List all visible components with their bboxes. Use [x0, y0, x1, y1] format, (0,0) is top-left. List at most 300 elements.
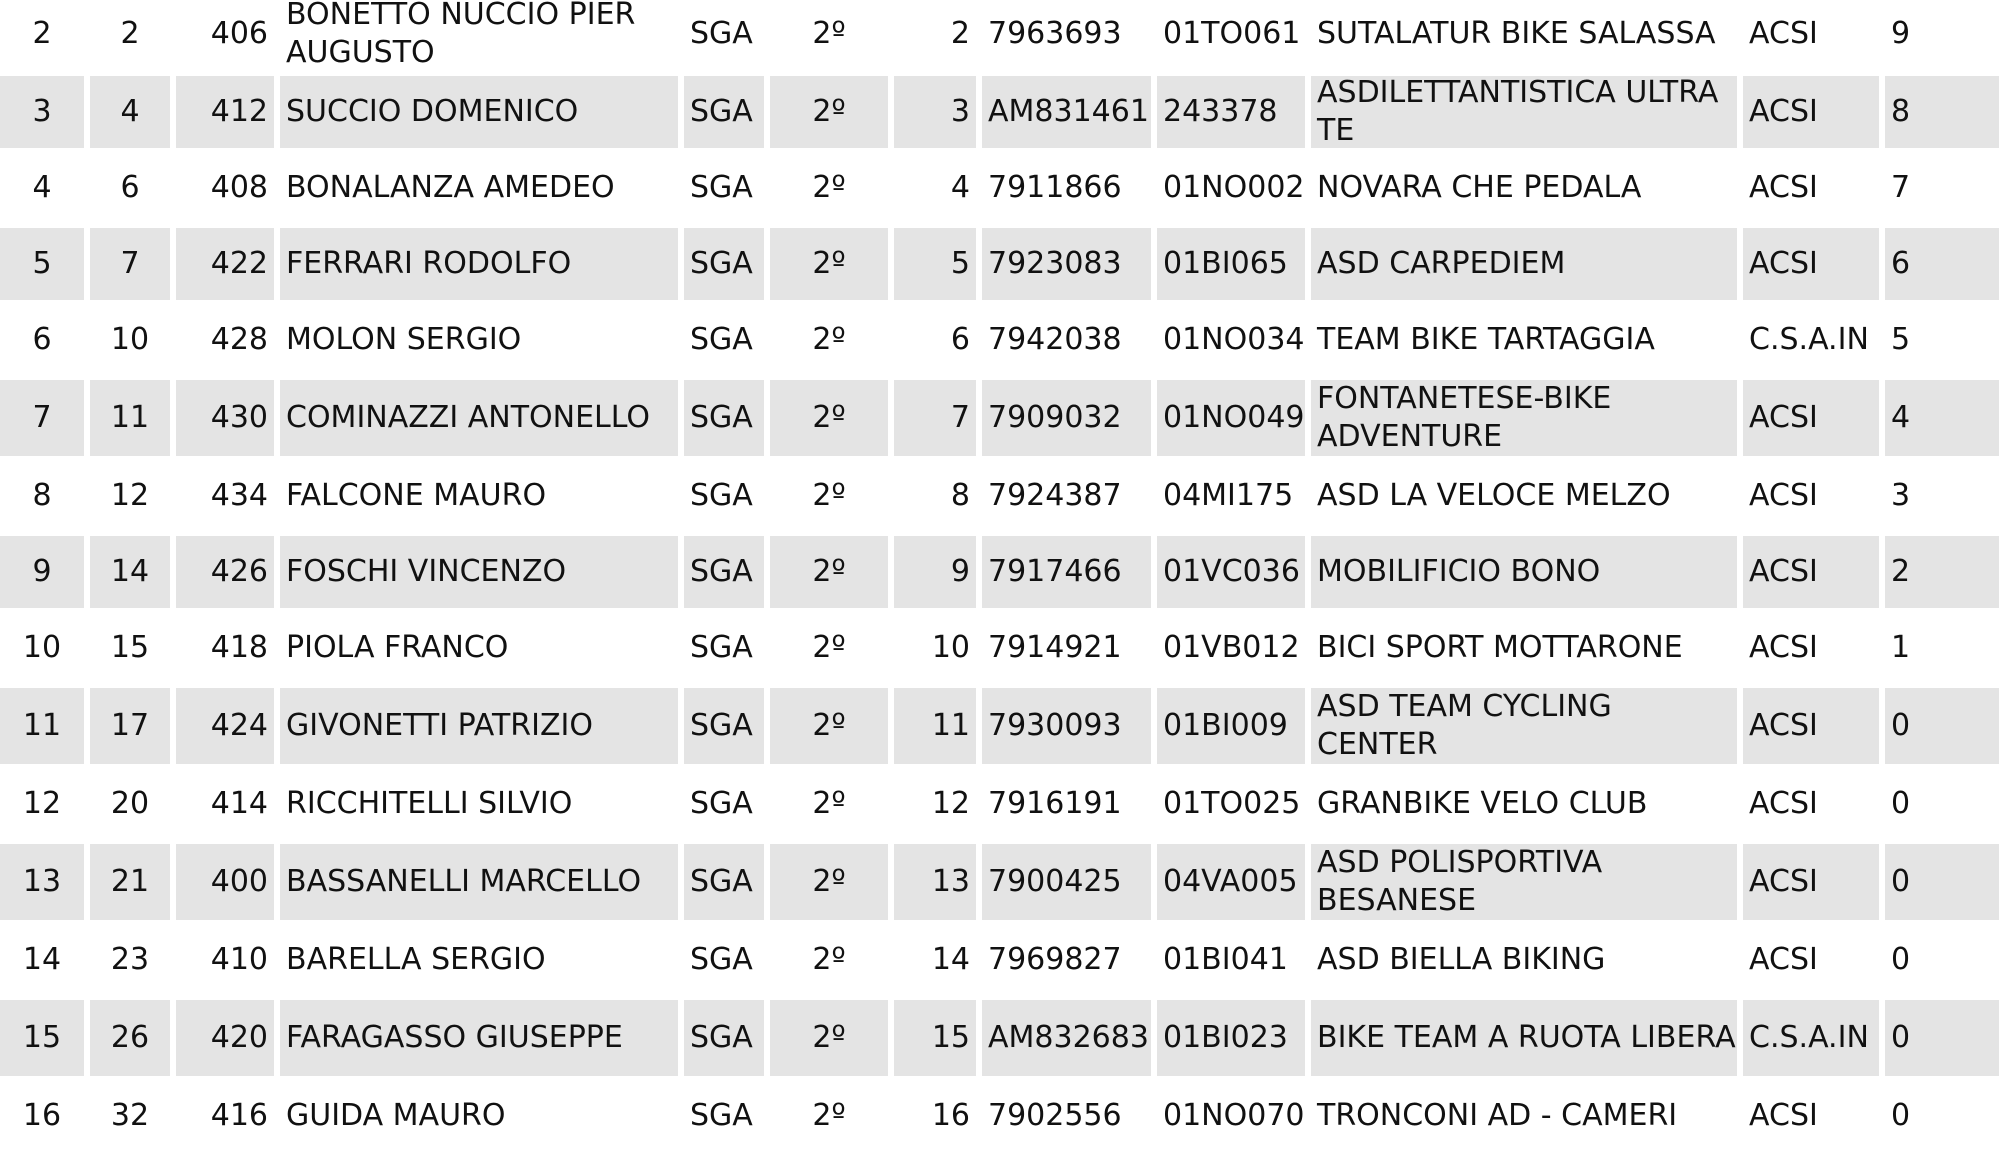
degree-text: 2º — [812, 246, 846, 281]
card-number-cell — [982, 380, 1151, 456]
overall-order-cell — [90, 612, 170, 684]
category-text: SGA — [690, 170, 753, 205]
position-cell — [0, 536, 84, 608]
card-number-cell — [982, 228, 1151, 300]
athlete-name-cell — [280, 768, 678, 840]
points-text: 1 — [1891, 630, 1911, 665]
overall-order-text: 2 — [120, 16, 140, 51]
entity-cell — [1743, 228, 1879, 300]
points-cell — [1885, 768, 1999, 840]
overall-order-text: 32 — [110, 1098, 150, 1133]
table-row — [0, 226, 1999, 302]
degree-cell — [770, 380, 888, 456]
position-cell — [0, 688, 84, 764]
category-cell — [684, 688, 764, 764]
degree-text: 2º — [812, 554, 846, 589]
position-cell — [0, 844, 84, 920]
position-cell — [0, 460, 84, 532]
athlete-name-cell — [280, 1080, 678, 1152]
table-row — [0, 998, 1999, 1078]
athlete-name-cell — [280, 380, 678, 456]
category-position-text: 2 — [950, 16, 970, 51]
category-cell — [684, 1000, 764, 1076]
overall-order-cell — [90, 1000, 170, 1076]
category-position-cell — [894, 536, 976, 608]
points-cell — [1885, 1080, 1999, 1152]
card-number-cell — [982, 152, 1151, 224]
category-position-text: 10 — [931, 630, 970, 665]
team-code-text: 01BI009 — [1163, 708, 1288, 743]
athlete-name-cell — [280, 688, 678, 764]
team-code-text: 01VC036 — [1163, 554, 1300, 589]
points-text: 9 — [1891, 16, 1911, 51]
category-text: SGA — [690, 246, 753, 281]
category-position-cell — [894, 768, 976, 840]
bib-number-text: 406 — [210, 16, 268, 51]
team-name-text: ASD POLISPORTIVA BESANESE — [1317, 845, 1603, 918]
category-position-text: 12 — [931, 786, 970, 821]
category-cell — [684, 536, 764, 608]
bib-number-cell — [176, 76, 274, 148]
position-text: 10 — [22, 630, 62, 665]
athlete-name-text: BASSANELLI MARCELLO — [286, 864, 642, 899]
team-name-cell — [1311, 76, 1737, 148]
entity-cell — [1743, 1000, 1879, 1076]
degree-text: 2º — [812, 1098, 846, 1133]
degree-cell — [770, 152, 888, 224]
overall-order-text: 15 — [110, 630, 150, 665]
category-text: SGA — [690, 864, 753, 899]
category-text: SGA — [690, 400, 753, 435]
bib-number-cell — [176, 304, 274, 376]
category-cell — [684, 228, 764, 300]
bib-number-text: 414 — [210, 786, 268, 821]
card-number-cell — [982, 76, 1151, 148]
position-cell — [0, 924, 84, 996]
card-number-text: 7914921 — [988, 630, 1122, 665]
overall-order-cell — [90, 304, 170, 376]
athlete-name-cell — [280, 536, 678, 608]
card-number-cell — [982, 1080, 1151, 1152]
category-position-cell — [894, 152, 976, 224]
category-text: SGA — [690, 554, 753, 589]
overall-order-cell — [90, 460, 170, 532]
card-number-text: 7909032 — [988, 400, 1122, 435]
team-code-cell — [1157, 612, 1305, 684]
degree-text: 2º — [812, 708, 846, 743]
points-cell — [1885, 76, 1999, 148]
points-cell — [1885, 380, 1999, 456]
entity-text: C.S.A.IN — [1749, 1020, 1869, 1055]
card-number-cell — [982, 844, 1151, 920]
category-text: SGA — [690, 478, 753, 513]
bib-number-cell — [176, 0, 274, 72]
athlete-name-text: FOSCHI VINCENZO — [286, 554, 567, 589]
team-code-cell — [1157, 76, 1305, 148]
bib-number-cell — [176, 460, 274, 532]
bib-number-cell — [176, 768, 274, 840]
table-row — [0, 0, 1999, 74]
bib-number-text: 408 — [210, 170, 268, 205]
athlete-name-cell — [280, 1000, 678, 1076]
category-position-cell — [894, 612, 976, 684]
degree-text: 2º — [812, 16, 846, 51]
degree-cell — [770, 1000, 888, 1076]
team-name-text: TEAM BIKE TARTAGGIA — [1317, 322, 1655, 357]
card-number-text: 7942038 — [988, 322, 1122, 357]
overall-order-cell — [90, 768, 170, 840]
team-name-text: BICI SPORT MOTTARONE — [1317, 630, 1683, 665]
entity-cell — [1743, 460, 1879, 532]
bib-number-text: 412 — [210, 94, 268, 129]
position-text: 3 — [32, 94, 52, 129]
category-position-text: 8 — [950, 478, 970, 513]
table-row — [0, 686, 1999, 766]
team-code-cell — [1157, 152, 1305, 224]
category-text: SGA — [690, 1020, 753, 1055]
team-code-cell — [1157, 1080, 1305, 1152]
bib-number-text: 424 — [210, 708, 268, 743]
position-cell — [0, 152, 84, 224]
team-code-cell — [1157, 844, 1305, 920]
points-text: 5 — [1891, 322, 1911, 357]
degree-cell — [770, 536, 888, 608]
team-name-cell — [1311, 612, 1737, 684]
points-cell — [1885, 612, 1999, 684]
position-text: 2 — [32, 16, 52, 51]
team-code-text: 01NO070 — [1163, 1098, 1305, 1133]
degree-cell — [770, 768, 888, 840]
overall-order-text: 10 — [110, 322, 150, 357]
card-number-cell — [982, 612, 1151, 684]
category-cell — [684, 768, 764, 840]
degree-cell — [770, 924, 888, 996]
degree-text: 2º — [812, 942, 846, 977]
points-cell — [1885, 844, 1999, 920]
card-number-text: 7924387 — [988, 478, 1122, 513]
degree-text: 2º — [812, 864, 846, 899]
team-name-text: TRONCONI AD - CAMERI — [1317, 1098, 1678, 1133]
team-name-cell — [1311, 768, 1737, 840]
overall-order-text: 7 — [120, 246, 140, 281]
degree-cell — [770, 76, 888, 148]
category-position-text: 15 — [931, 1020, 970, 1055]
bib-number-cell — [176, 152, 274, 224]
entity-text: C.S.A.IN — [1749, 322, 1869, 357]
category-cell — [684, 304, 764, 376]
overall-order-cell — [90, 1080, 170, 1152]
card-number-cell — [982, 688, 1151, 764]
degree-text: 2º — [812, 786, 846, 821]
entity-text: ACSI — [1749, 942, 1818, 977]
category-position-text: 5 — [950, 246, 970, 281]
position-text: 8 — [32, 478, 52, 513]
team-code-cell — [1157, 688, 1305, 764]
degree-text: 2º — [812, 630, 846, 665]
card-number-cell — [982, 924, 1151, 996]
entity-text: ACSI — [1749, 400, 1818, 435]
category-position-text: 4 — [950, 170, 970, 205]
entity-cell — [1743, 1080, 1879, 1152]
category-text: SGA — [690, 322, 753, 357]
team-name-text: GRANBIKE VELO CLUB — [1317, 786, 1648, 821]
points-text: 7 — [1891, 170, 1911, 205]
category-text: SGA — [690, 16, 753, 51]
overall-order-text: 6 — [120, 170, 140, 205]
card-number-cell — [982, 1000, 1151, 1076]
bib-number-text: 410 — [210, 942, 268, 977]
category-position-cell — [894, 1000, 976, 1076]
overall-order-text: 14 — [110, 554, 150, 589]
team-name-text: MOBILIFICIO BONO — [1317, 554, 1601, 589]
bib-number-cell — [176, 380, 274, 456]
overall-order-cell — [90, 688, 170, 764]
athlete-name-text: BARELLA SERGIO — [286, 942, 546, 977]
category-cell — [684, 380, 764, 456]
card-number-text: 7916191 — [988, 786, 1122, 821]
team-name-text: ASD BIELLA BIKING — [1317, 942, 1606, 977]
team-name-text: ASD LA VELOCE MELZO — [1317, 478, 1671, 513]
degree-text: 2º — [812, 478, 846, 513]
table-row — [0, 150, 1999, 226]
category-position-text: 14 — [931, 942, 970, 977]
overall-order-cell — [90, 228, 170, 300]
bib-number-text: 418 — [210, 630, 268, 665]
points-text: 0 — [1891, 786, 1911, 821]
points-text: 2 — [1891, 554, 1911, 589]
team-name-cell — [1311, 460, 1737, 532]
athlete-name-text: MOLON SERGIO — [286, 322, 522, 357]
entity-cell — [1743, 688, 1879, 764]
team-name-text: NOVARA CHE PEDALA — [1317, 170, 1642, 205]
bib-number-text: 416 — [210, 1098, 268, 1133]
points-cell — [1885, 152, 1999, 224]
points-cell — [1885, 924, 1999, 996]
entity-text: ACSI — [1749, 786, 1818, 821]
table-row — [0, 610, 1999, 686]
category-cell — [684, 460, 764, 532]
overall-order-text: 26 — [110, 1020, 150, 1055]
athlete-name-cell — [280, 844, 678, 920]
athlete-name-cell — [280, 924, 678, 996]
category-text: SGA — [690, 708, 753, 743]
team-name-cell — [1311, 924, 1737, 996]
team-code-text: 01VB012 — [1163, 630, 1300, 665]
entity-cell — [1743, 768, 1879, 840]
category-position-text: 11 — [931, 708, 970, 743]
position-cell — [0, 1000, 84, 1076]
degree-text: 2º — [812, 322, 846, 357]
points-cell — [1885, 0, 1999, 72]
degree-text: 2º — [812, 400, 846, 435]
entity-text: ACSI — [1749, 864, 1818, 899]
bib-number-cell — [176, 844, 274, 920]
team-name-text: ASD TEAM CYCLING CENTER — [1317, 689, 1612, 762]
team-name-text: ASDILETTANTISTICA ULTRA TE — [1317, 76, 1719, 148]
card-number-text: 7963693 — [988, 16, 1122, 51]
degree-cell — [770, 844, 888, 920]
overall-order-cell — [90, 536, 170, 608]
entity-cell — [1743, 0, 1879, 72]
category-cell — [684, 1080, 764, 1152]
team-name-text: SUTALATUR BIKE SALASSA — [1317, 16, 1716, 51]
entity-text: ACSI — [1749, 554, 1818, 589]
degree-cell — [770, 228, 888, 300]
category-position-cell — [894, 844, 976, 920]
table-row — [0, 1078, 1999, 1154]
points-cell — [1885, 228, 1999, 300]
team-name-cell — [1311, 304, 1737, 376]
team-name-cell — [1311, 0, 1737, 72]
athlete-name-text: FALCONE MAURO — [286, 478, 547, 513]
category-position-cell — [894, 924, 976, 996]
card-number-cell — [982, 304, 1151, 376]
team-name-cell — [1311, 152, 1737, 224]
position-text: 12 — [22, 786, 62, 821]
athlete-name-text: COMINAZZI ANTONELLO — [286, 400, 651, 435]
card-number-cell — [982, 0, 1151, 72]
athlete-name-cell — [280, 460, 678, 532]
team-code-cell — [1157, 228, 1305, 300]
bib-number-text: 426 — [210, 554, 268, 589]
points-text: 0 — [1891, 1098, 1911, 1133]
position-text: 13 — [22, 864, 62, 899]
entity-text: ACSI — [1749, 94, 1818, 129]
category-text: SGA — [690, 94, 753, 129]
entity-text: ACSI — [1749, 16, 1818, 51]
team-code-text: 01TO025 — [1163, 786, 1301, 821]
team-name-cell — [1311, 380, 1737, 456]
category-cell — [684, 844, 764, 920]
category-position-text: 13 — [931, 864, 970, 899]
entity-cell — [1743, 844, 1879, 920]
position-text: 16 — [22, 1098, 62, 1133]
overall-order-cell — [90, 0, 170, 72]
athlete-name-text: FERRARI RODOLFO — [286, 246, 572, 281]
team-code-text: 01NO002 — [1163, 170, 1305, 205]
position-cell — [0, 1080, 84, 1152]
team-code-text: 04VA005 — [1163, 864, 1298, 899]
athlete-name-text: SUCCIO DOMENICO — [286, 94, 579, 129]
category-text: SGA — [690, 942, 753, 977]
team-code-text: 01BI023 — [1163, 1020, 1288, 1055]
bib-number-cell — [176, 536, 274, 608]
entity-cell — [1743, 380, 1879, 456]
category-position-cell — [894, 380, 976, 456]
position-cell — [0, 304, 84, 376]
points-cell — [1885, 536, 1999, 608]
position-cell — [0, 76, 84, 148]
team-code-text: 01BI041 — [1163, 942, 1288, 977]
category-position-cell — [894, 0, 976, 72]
card-number-text: 7902556 — [988, 1098, 1122, 1133]
points-text: 0 — [1891, 864, 1911, 899]
position-text: 4 — [32, 170, 52, 205]
team-name-cell — [1311, 1000, 1737, 1076]
position-text: 6 — [32, 322, 52, 357]
overall-order-text: 20 — [110, 786, 150, 821]
points-cell — [1885, 304, 1999, 376]
position-cell — [0, 380, 84, 456]
team-code-cell — [1157, 924, 1305, 996]
athlete-name-text: FARAGASSO GIUSEPPE — [286, 1020, 623, 1055]
position-cell — [0, 768, 84, 840]
position-cell — [0, 228, 84, 300]
category-cell — [684, 0, 764, 72]
overall-order-text: 11 — [110, 400, 150, 435]
entity-cell — [1743, 304, 1879, 376]
position-text: 5 — [32, 246, 52, 281]
table-row — [0, 534, 1999, 610]
card-number-text: 7900425 — [988, 864, 1122, 899]
table-row — [0, 74, 1999, 150]
overall-order-text: 17 — [110, 708, 150, 743]
table-row — [0, 458, 1999, 534]
team-code-cell — [1157, 536, 1305, 608]
table-row — [0, 378, 1999, 458]
card-number-cell — [982, 768, 1151, 840]
category-position-text: 6 — [950, 322, 970, 357]
team-code-cell — [1157, 380, 1305, 456]
team-name-cell — [1311, 1080, 1737, 1152]
bib-number-cell — [176, 1000, 274, 1076]
category-cell — [684, 76, 764, 148]
athlete-name-text: BONALANZA AMEDEO — [286, 170, 615, 205]
position-cell — [0, 0, 84, 72]
bib-number-cell — [176, 612, 274, 684]
athlete-name-text: GIVONETTI PATRIZIO — [286, 708, 594, 743]
category-cell — [684, 152, 764, 224]
points-text: 0 — [1891, 708, 1911, 743]
team-code-text: 04MI175 — [1163, 478, 1294, 513]
card-number-text: 7930093 — [988, 708, 1122, 743]
athlete-name-cell — [280, 612, 678, 684]
overall-order-cell — [90, 152, 170, 224]
team-code-cell — [1157, 1000, 1305, 1076]
overall-order-text: 21 — [110, 864, 150, 899]
category-position-cell — [894, 460, 976, 532]
category-position-text: 16 — [931, 1098, 970, 1133]
card-number-cell — [982, 536, 1151, 608]
team-name-cell — [1311, 536, 1737, 608]
overall-order-text: 12 — [110, 478, 150, 513]
card-number-text: AM831461 — [988, 94, 1149, 129]
table-row — [0, 766, 1999, 842]
category-position-cell — [894, 76, 976, 148]
entity-text: ACSI — [1749, 246, 1818, 281]
team-code-cell — [1157, 304, 1305, 376]
team-code-text: 01TO061 — [1163, 16, 1301, 51]
category-cell — [684, 612, 764, 684]
category-position-text: 7 — [950, 400, 970, 435]
entity-text: ACSI — [1749, 170, 1818, 205]
points-text: 0 — [1891, 1020, 1911, 1055]
category-text: SGA — [690, 630, 753, 665]
entity-text: ACSI — [1749, 1098, 1818, 1133]
team-code-text: 01BI065 — [1163, 246, 1288, 281]
team-name-text: ASD CARPEDIEM — [1317, 246, 1566, 281]
position-cell — [0, 612, 84, 684]
bib-number-cell — [176, 688, 274, 764]
card-number-text: AM832683 — [988, 1020, 1149, 1055]
overall-order-cell — [90, 76, 170, 148]
entity-text: ACSI — [1749, 708, 1818, 743]
bib-number-cell — [176, 924, 274, 996]
team-name-cell — [1311, 228, 1737, 300]
points-text: 6 — [1891, 246, 1911, 281]
points-text: 3 — [1891, 478, 1911, 513]
position-text: 15 — [22, 1020, 62, 1055]
